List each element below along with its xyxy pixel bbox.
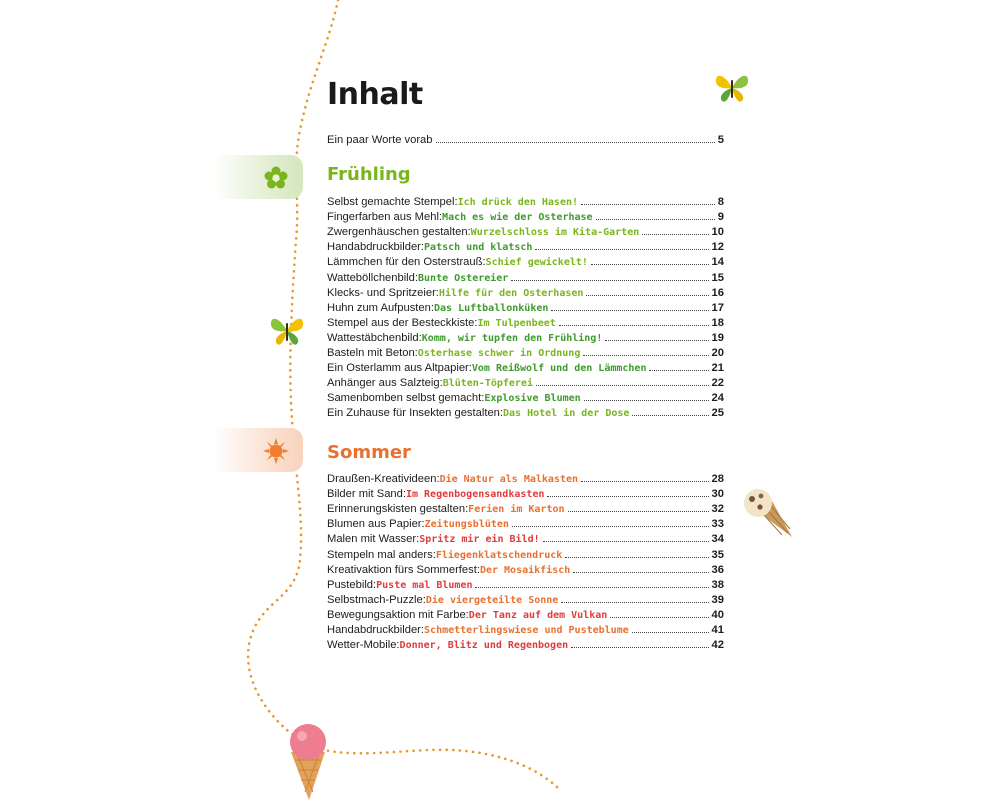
- page-number: 20: [711, 347, 724, 359]
- dot-leader: [586, 286, 708, 296]
- entry-subtitle: Osterhase schwer in Ordnung: [417, 348, 581, 359]
- entry-subtitle: Die Natur als Malkasten: [439, 474, 579, 485]
- dot-leader: [536, 376, 709, 386]
- entry-subtitle: Ferien im Karton: [468, 504, 565, 516]
- sun-icon: [263, 438, 289, 464]
- dot-leader: [632, 623, 709, 633]
- page-number: 34: [711, 533, 724, 546]
- page-number: 16: [711, 286, 724, 299]
- toc-entry: [327, 608, 724, 623]
- page-number: 17: [711, 301, 724, 314]
- dot-leader: [535, 240, 708, 250]
- entry-title: Erinnerungskisten gestalten:: [327, 503, 469, 516]
- dot-leader: [547, 487, 708, 497]
- entry-subtitle: Wurzelschloss im Kita-Garten: [470, 227, 640, 239]
- page-number: 35: [711, 548, 724, 561]
- toc-entry: [327, 376, 724, 391]
- dot-leader: [642, 225, 708, 235]
- entry-title: Bilder mit Sand:: [327, 488, 406, 501]
- toc-entry: [327, 548, 724, 563]
- toc-entry: [327, 502, 724, 517]
- toc-entry: [327, 210, 724, 225]
- entry-subtitle: Fliegenklatschendruck: [435, 549, 563, 561]
- dot-leader: [475, 578, 708, 588]
- dot-leader: [559, 316, 709, 326]
- entry-title: Draußen-Kreativideen:: [327, 473, 440, 485]
- toc-entry: [327, 286, 724, 301]
- summer-section-heading: Sommer: [327, 442, 411, 463]
- entry-title: Fingerfarben aus Mehl:: [327, 211, 443, 224]
- entry-subtitle: Donner, Blitz und Regenbogen: [399, 640, 569, 652]
- toc-entry: [327, 240, 724, 255]
- dot-leader: [565, 548, 708, 558]
- dot-leader: [571, 638, 708, 648]
- page-number: 10: [711, 226, 724, 239]
- toc-entry: [327, 316, 724, 331]
- toc-entry: [327, 301, 724, 316]
- entry-subtitle: Patsch und klatsch: [424, 242, 533, 254]
- entry-title: Malen mit Wasser:: [327, 533, 420, 546]
- page-number: 41: [711, 624, 724, 636]
- toc-entry: [327, 225, 724, 240]
- entry-title: Anhänger aus Salzteig:: [327, 377, 443, 390]
- page-title: Inhalt: [327, 77, 423, 112]
- page-number: 38: [711, 578, 724, 591]
- dot-leader: [581, 195, 715, 205]
- toc-entry: [327, 472, 724, 487]
- page-number: 28: [711, 473, 724, 485]
- entry-title: Samenbomben selbst gemacht:: [327, 392, 485, 405]
- entry-subtitle: Schief gewickelt!: [485, 257, 588, 269]
- page-number: 39: [711, 593, 724, 606]
- butterfly-icon: [268, 313, 306, 349]
- toc-entry: [327, 593, 724, 608]
- entry-title: Zwergenhäuschen gestalten:: [327, 226, 471, 239]
- entry-subtitle: Die viergeteilte Sonne: [425, 594, 559, 606]
- page-number: 22: [711, 377, 724, 390]
- dot-leader: [543, 532, 709, 542]
- dot-leader: [610, 608, 708, 618]
- flower-icon: [263, 165, 289, 191]
- entry-subtitle: Spritz mir ein Bild!: [419, 534, 540, 546]
- ice-cream-icon: [283, 722, 333, 800]
- entry-subtitle: Der Mosaikfisch: [479, 564, 571, 576]
- entry-subtitle: Komm, wir tupfen den Frühling!: [421, 332, 603, 344]
- entry-title: Selbstmach-Puzzle:: [327, 593, 426, 606]
- toc-entry: [327, 331, 724, 346]
- toc-entry: [327, 578, 724, 593]
- page-number: 21: [711, 362, 724, 375]
- entry-title: Kreativaktion fürs Sommerfest:: [327, 563, 480, 576]
- entry-title: Huhn zum Aufpusten:: [327, 301, 434, 314]
- dot-leader: [436, 133, 715, 143]
- entry-subtitle: Im Tulpenbeet: [477, 317, 556, 329]
- toc-entry: [327, 638, 724, 653]
- dot-leader: [591, 255, 709, 265]
- entry-subtitle: Bunte Ostereier: [418, 272, 509, 284]
- entry-subtitle: Das Luftballonküken: [433, 302, 549, 314]
- toc-entry: Ein paar Worte vorab 5: [327, 134, 724, 146]
- toc-entry: [327, 271, 724, 286]
- page-number: 19: [711, 331, 724, 344]
- page-number: 9: [717, 211, 724, 224]
- entry-title: Pustebild:: [327, 578, 377, 591]
- page-number: 24: [711, 392, 724, 405]
- toc-entry: [327, 487, 724, 502]
- entry-subtitle: Vom Reißwolf und den Lämmchen: [471, 363, 647, 375]
- dot-leader: [596, 210, 715, 220]
- entry-title: Wattestäbchenbild:: [327, 331, 422, 344]
- toc-entry: [327, 195, 724, 210]
- dot-leader: [512, 517, 709, 527]
- entry-subtitle: Das Hotel in der Dose: [503, 408, 630, 420]
- entry-title: Lämmchen für den Osterstrauß:: [327, 256, 486, 269]
- entry-subtitle: Schmetterlingswiese und Pusteblume: [424, 625, 629, 636]
- page-number: 42: [711, 639, 724, 652]
- page-number: 40: [711, 608, 724, 621]
- dot-leader: [584, 391, 709, 401]
- page-number: 25: [711, 407, 724, 420]
- page-number: 30: [711, 488, 724, 501]
- toc-entry: [327, 361, 724, 376]
- page-number: 32: [711, 503, 724, 516]
- entry-title: Handabdruckbilder:: [327, 624, 425, 636]
- entry-title: Blumen aus Papier:: [327, 518, 425, 531]
- summer-section-tab: [213, 428, 303, 472]
- entry-title: Bewegungsaktion mit Farbe:: [327, 608, 469, 621]
- toc-entry: [327, 391, 724, 406]
- dot-leader: [568, 502, 709, 512]
- dot-leader: [511, 271, 708, 281]
- entry-title: Selbst gemachte Stempel:: [327, 196, 458, 208]
- entry-title: Ein Zuhause für Insekten gestalten:: [327, 407, 504, 420]
- page-number: 33: [711, 518, 724, 531]
- toc-entry: [327, 255, 724, 270]
- dot-leader: [573, 563, 708, 573]
- ice-cream-icon: [738, 485, 796, 543]
- page-number: 18: [711, 316, 724, 329]
- entry-subtitle: Hilfe für den Osterhasen: [438, 287, 584, 299]
- dot-leader: [583, 346, 708, 356]
- page-number: 15: [711, 271, 724, 284]
- toc-entry: [327, 406, 724, 421]
- spring-section-heading: Frühling: [327, 164, 411, 185]
- page-number: 14: [711, 256, 724, 269]
- toc-entry: [327, 623, 724, 638]
- dot-leader: [581, 472, 709, 482]
- page-number: 36: [711, 563, 724, 576]
- entry-title: Ein Osterlamm aus Altpapier:: [327, 362, 472, 375]
- entry-title: Stempeln mal anders:: [327, 548, 436, 561]
- entry-subtitle: Explosive Blumen: [484, 393, 581, 405]
- entry-title: Klecks- und Spritzeier:: [327, 286, 439, 299]
- entry-subtitle: Im Regenbogensandkasten: [405, 489, 545, 501]
- butterfly-icon: [713, 70, 751, 106]
- toc-entry: [327, 346, 724, 361]
- entry-subtitle: Mach es wie der Osterhase: [442, 212, 593, 224]
- entry-subtitle: Puste mal Blumen: [376, 579, 473, 591]
- dot-leader: [551, 301, 708, 311]
- entry-title: Stempel aus der Besteckkiste:: [327, 316, 478, 329]
- spring-section-tab: [213, 155, 303, 199]
- entry-title: Watteböllchenbild:: [327, 271, 419, 284]
- dot-leader: [561, 593, 708, 603]
- entry-title: Handabdruckbilder:: [327, 241, 425, 254]
- dot-leader: [649, 361, 708, 371]
- toc-entry: [327, 563, 724, 578]
- toc-entry: [327, 517, 724, 532]
- dot-leader: [605, 331, 708, 341]
- entry-subtitle: Ich drück den Hasen!: [457, 197, 579, 208]
- entry-title: Wetter-Mobile:: [327, 639, 400, 652]
- entry-subtitle: Zeitungsblüten: [424, 519, 509, 531]
- page-number: 12: [711, 241, 724, 254]
- entry-subtitle: Der Tanz auf dem Vulkan: [468, 609, 608, 621]
- entry-title: Basteln mit Beton:: [327, 347, 418, 359]
- toc-entry: [327, 532, 724, 547]
- entry-subtitle: Blüten-Töpferei: [442, 378, 533, 390]
- page-number: 8: [717, 196, 724, 208]
- dot-leader: [632, 406, 708, 416]
